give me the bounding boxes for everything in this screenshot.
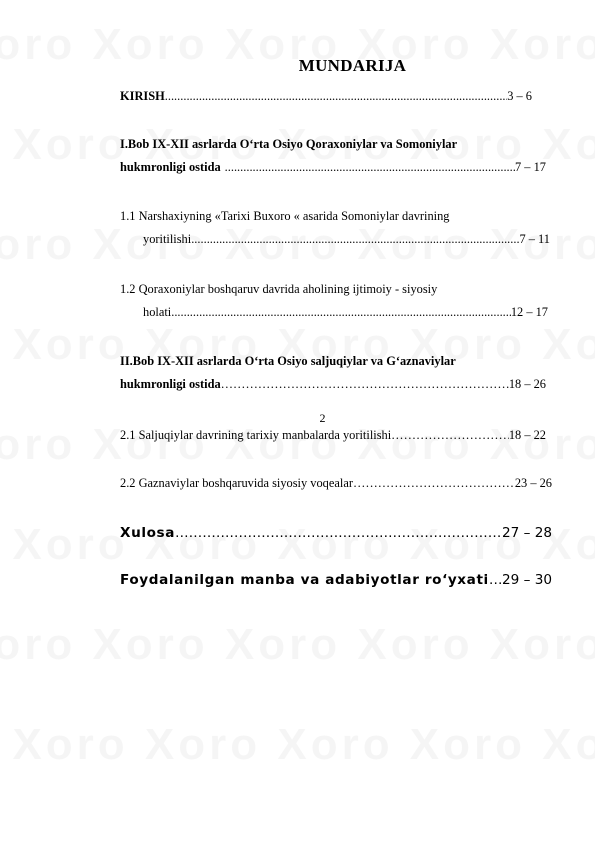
toc-label-continued: yoritilishi: [143, 232, 192, 246]
toc-label: 2.2 Gaznaviylar boshqaruvida siyosiy voqealar: [120, 476, 353, 490]
toc-label: Xulosa: [120, 525, 176, 541]
toc-entry-kirish[interactable]: [120, 89, 552, 104]
toc-pages: 18 – 26: [508, 377, 546, 391]
leader-dots: [171, 305, 511, 320]
leader-dots: [191, 232, 519, 247]
toc-label: Foydalanilgan manba va adabiyotlar ro‘yxati: [120, 572, 489, 588]
toc-label-continued: hukmronligi ostida: [120, 160, 221, 174]
toc-entry-section-2-2[interactable]: [120, 476, 552, 491]
toc-label: 2.1 Saljuqiylar davrining tarixiy manbalarda yoritilishi: [120, 428, 392, 442]
leader-dots: [391, 428, 509, 443]
leader-dots: [221, 377, 509, 392]
page-number: 2: [319, 411, 326, 425]
toc-entry-section-1-1[interactable]: [120, 209, 552, 247]
leader-dots: [489, 571, 502, 589]
leader-dots: [175, 524, 502, 542]
toc-label: 1.2 Qoraxoniylar boshqaruv davrida aholining ijtimoiy - siyosiy: [120, 282, 438, 296]
watermark-row: [0, 720, 595, 770]
toc-pages: 7 – 17: [515, 160, 546, 174]
toc-label: I.Bob IX-XII asrlarda O‘rta Osiyo Qoraxoniylar va Somoniylar: [120, 137, 458, 151]
leader-dots: [353, 476, 515, 491]
toc-entry-section-1-2[interactable]: [120, 282, 552, 320]
toc-label: II.Bob IX-XII asrlarda O‘rta Osiyo saljuqiylar va G‘aznaviylar: [120, 354, 456, 368]
leader-dots: [165, 89, 507, 104]
page-title: MUNDARIJA: [298, 56, 407, 75]
toc-pages: 18 – 22: [508, 428, 546, 442]
toc-pages: 29 – 30: [501, 572, 552, 588]
toc-pages: 7 – 11: [519, 232, 550, 246]
watermark-row: [0, 620, 595, 670]
toc-entry-chapter-1[interactable]: [120, 137, 552, 175]
toc-pages: 23 – 26: [514, 476, 552, 490]
toc-pages: 27 – 28: [501, 525, 552, 541]
toc-entry-chapter-2[interactable]: [120, 354, 552, 392]
toc-label-continued: hukmronligi ostida: [120, 377, 221, 391]
toc-label: 1.1 Narshaxiyning «Tarixi Buxoro « asarida Somoniylar davrining: [120, 209, 450, 223]
toc-entry-references[interactable]: [120, 571, 552, 589]
toc-pages: 12 – 17: [510, 305, 548, 319]
toc-label: KIRISH: [120, 89, 165, 103]
toc-label-continued: holati: [143, 305, 172, 319]
toc-entry-section-2-1[interactable]: [120, 428, 552, 443]
toc-entry-xulosa[interactable]: [120, 524, 552, 542]
leader-dots: [225, 160, 515, 175]
toc-pages: 3 – 6: [507, 89, 532, 103]
